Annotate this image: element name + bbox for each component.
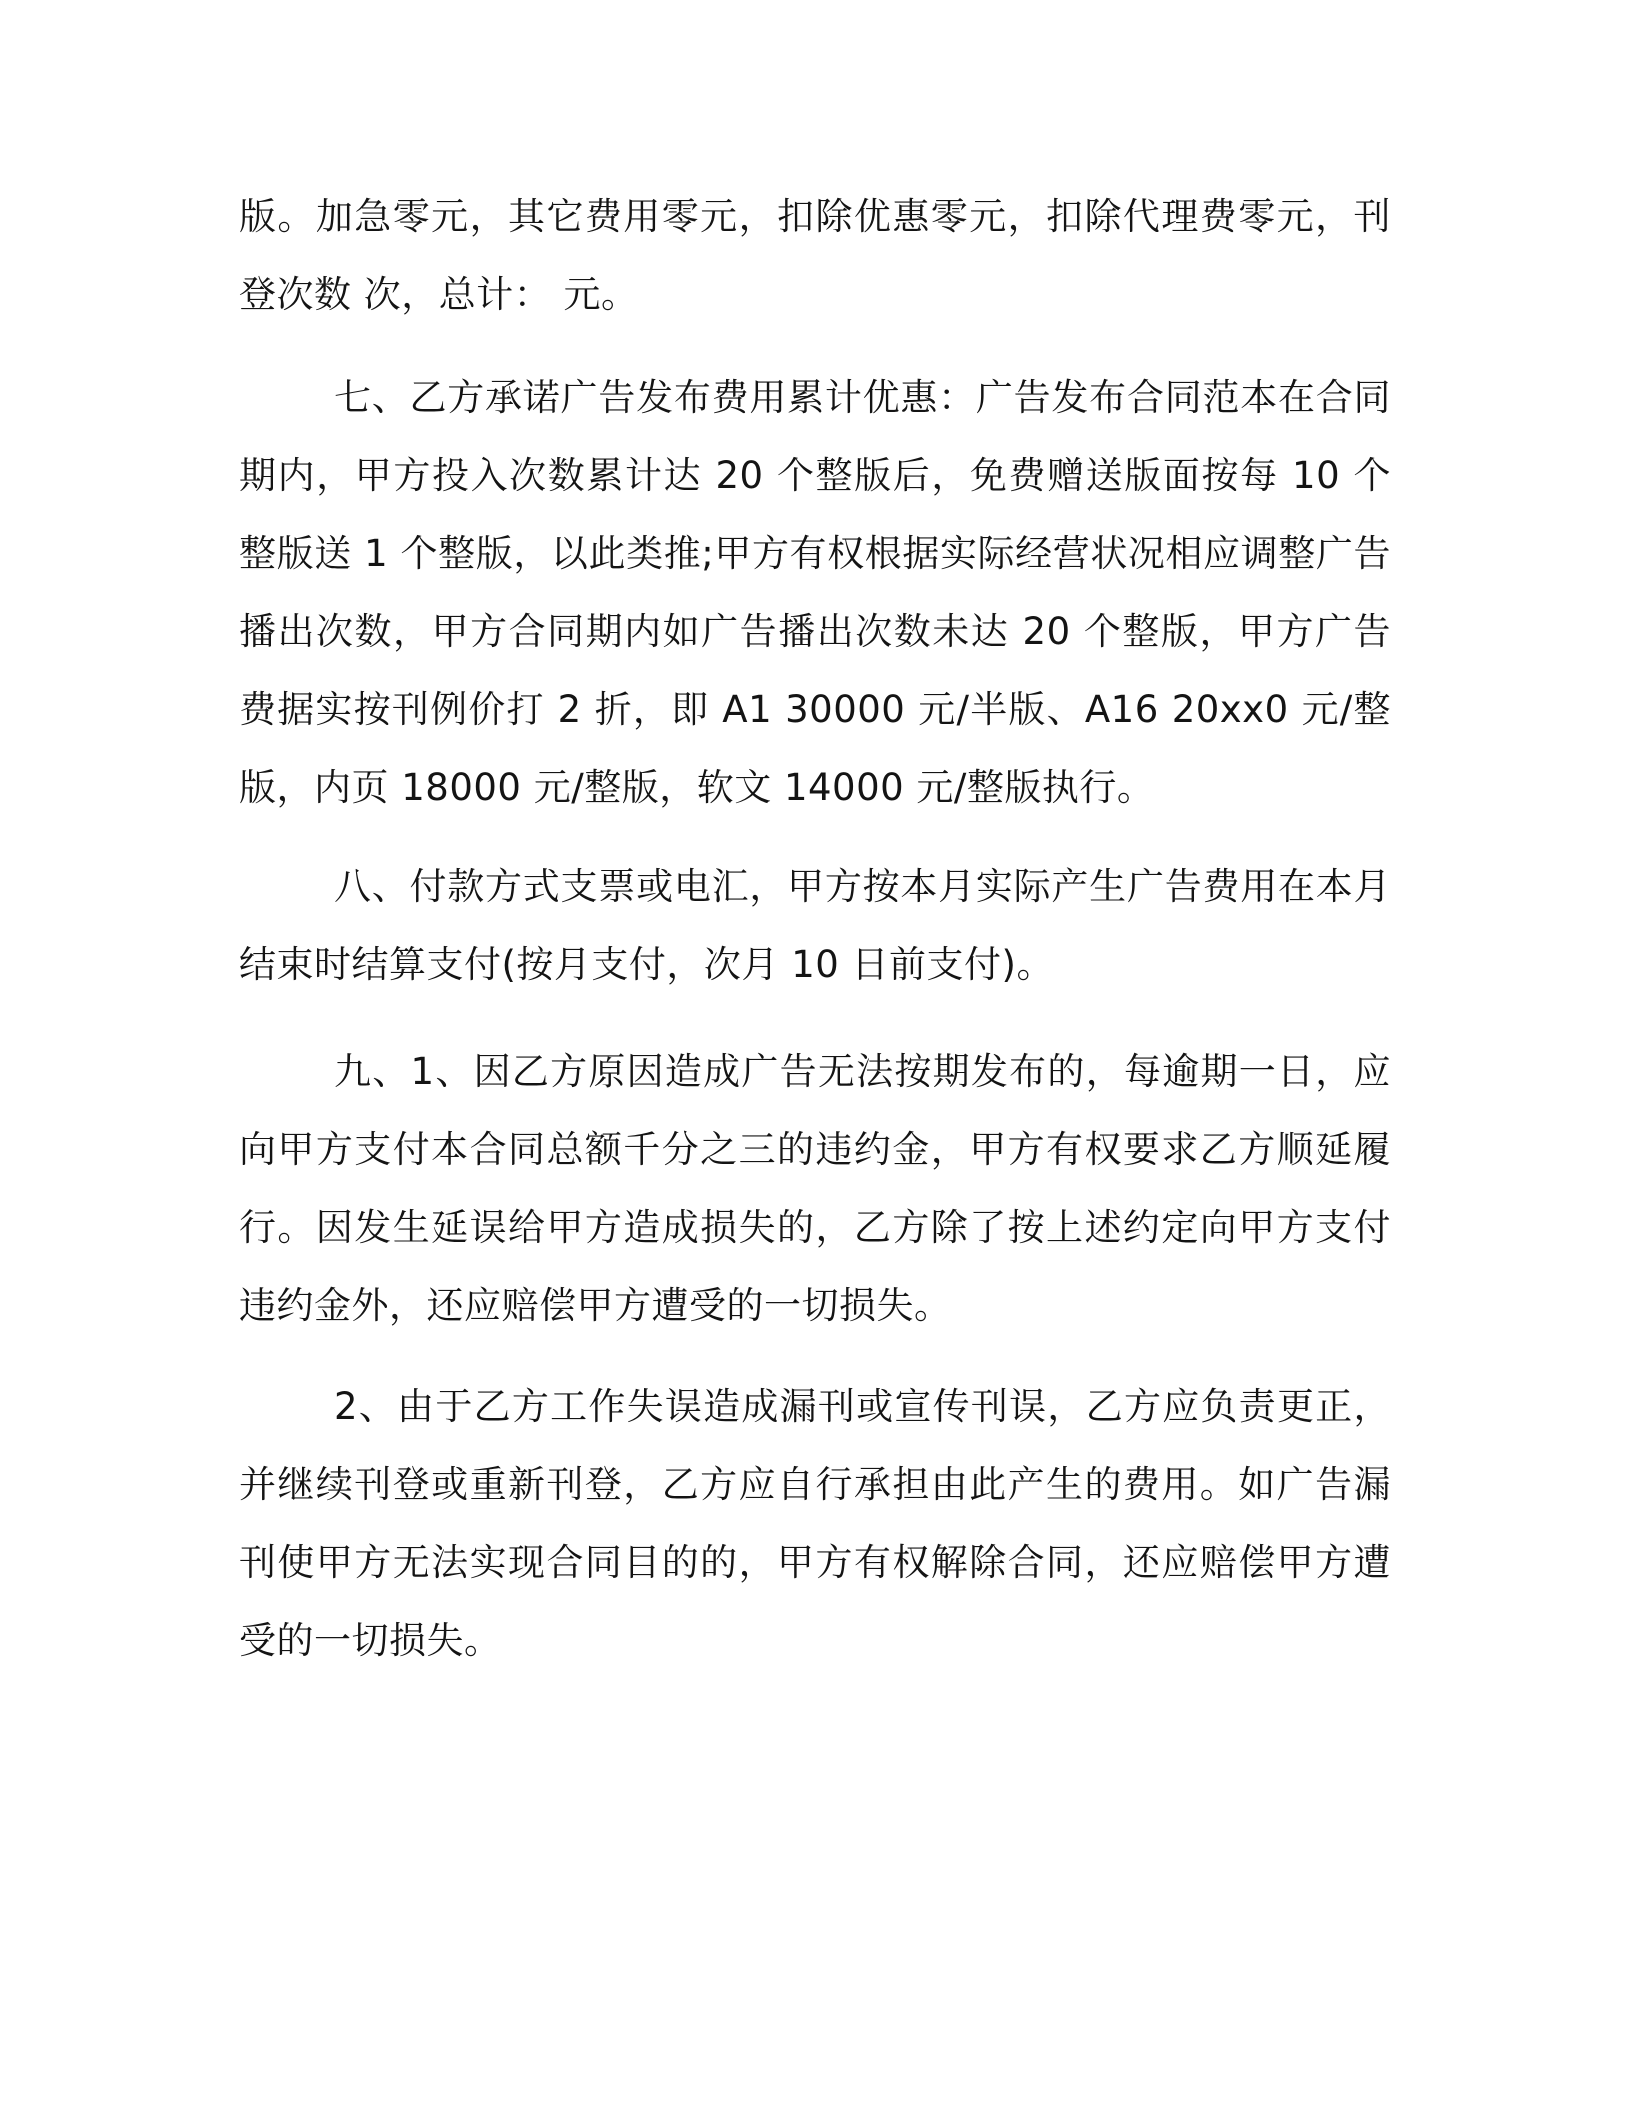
paragraph-text: 版。加急零元，其它费用零元，扣除优惠零元，扣除代理费零元，刊登次数 次，总计： 元。 bbox=[239, 195, 1391, 316]
paragraph-clause-9-2 bbox=[239, 1368, 1391, 1680]
paragraph-clause-9-1 bbox=[239, 1033, 1391, 1345]
paragraph-text: 七、乙方承诺广告发布费用累计优惠：广告发布合同范本在合同期内，甲方投入次数累计达 20 个整版后，免费赠送版面按每 10 个整版送 1 个整版，以此类推;甲方有权根据实际经营状况相应调整广告播出次数，甲方合同期内如广告播出次数未达 20 个整版，甲方广告费据实按刊例价打 2 折，即 A1 30000 元/半版、A16 20xx0 元/整版，内页 18000 元/整版，软文 14000 元/整版执行。 bbox=[239, 376, 1391, 809]
paragraph-continuation bbox=[239, 178, 1391, 334]
paragraph-clause-7 bbox=[239, 359, 1391, 827]
paragraph-text: 2、由于乙方工作失误造成漏刊或宣传刊误，乙方应负责更正，并继续刊登或重新刊登，乙方应自行承担由此产生的费用。如广告漏刊使甲方无法实现合同目的的，甲方有权解除合同，还应赔偿甲方遭受的一切损失。 bbox=[239, 1385, 1391, 1662]
paragraph-clause-8 bbox=[239, 848, 1391, 1004]
paragraph-text: 八、付款方式支票或电汇，甲方按本月实际产生广告费用在本月结束时结算支付(按月支付，次月 10 日前支付)。 bbox=[239, 865, 1391, 986]
paragraph-text: 九、1、因乙方原因造成广告无法按期发布的，每逾期一日，应向甲方支付本合同总额千分之三的违约金，甲方有权要求乙方顺延履行。因发生延误给甲方造成损失的，乙方除了按上述约定向甲方支付违约金外，还应赔偿甲方遭受的一切损失。 bbox=[239, 1050, 1391, 1327]
